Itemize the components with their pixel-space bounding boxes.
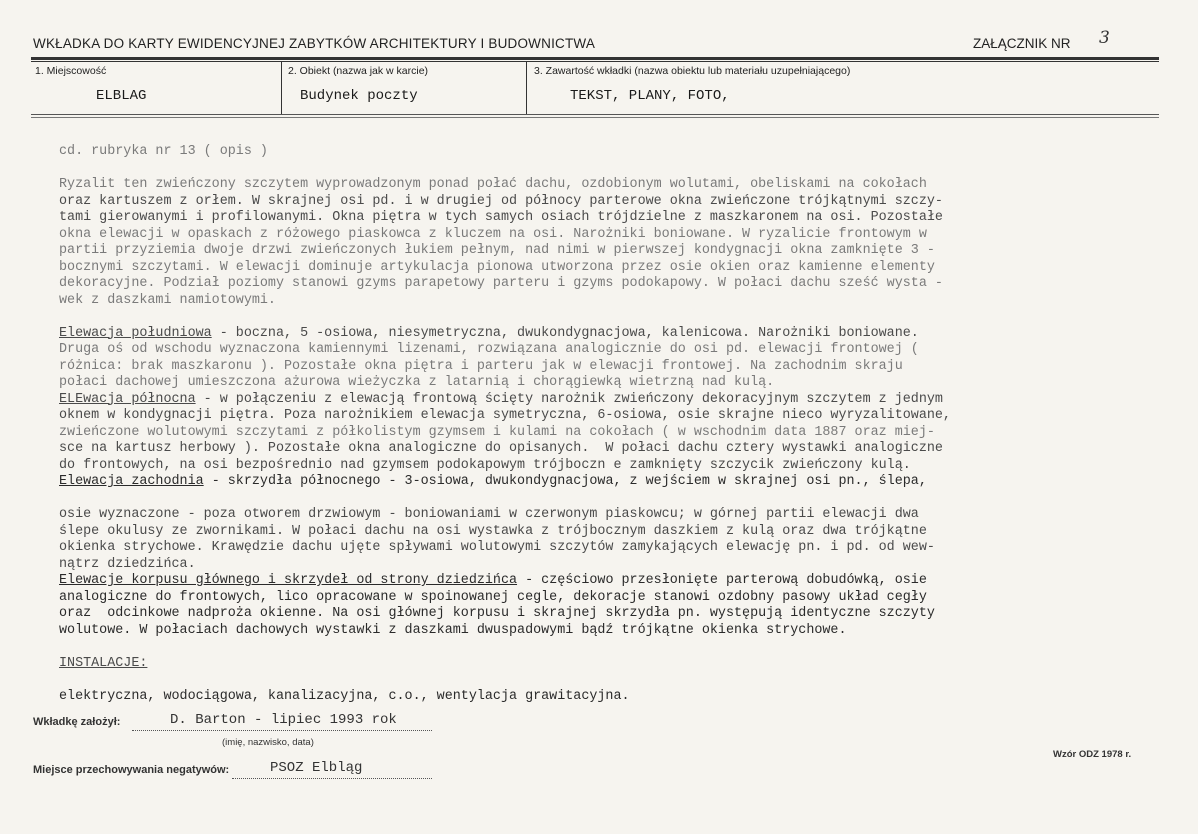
description-line: okna elewacji w opaskach z różowego piaskowca z kluczem na osi. Narożniki boniowane. W ryzalicie frontowym w — [59, 226, 927, 242]
description-line: wek z daszkami namiotowymi. — [59, 292, 276, 308]
compiled-by-hint: (imię, nazwisko, data) — [222, 737, 314, 748]
description-line: okienka strychowe. Krawędzie dachu ujęte spływami wolutowymi szczytów zamykających elewację pn. i pd. od wew- — [59, 540, 935, 555]
description-line: bocznymi szczytami. W elewacji dominuje artykulacja pionowa utworzona przez osie okien oraz kamienne elementy — [59, 259, 935, 275]
description-line: sce na kartusz herbowy ). Pozostałe okna analogiczne do opisanych. W połaci dachu cztery wystawki analogiczne — [59, 441, 943, 456]
form-title: WKŁADKA DO KARTY EWIDENCYJNEJ ZABYTKÓW ARCHITEKTURY I BUDOWNICTWA — [33, 36, 596, 51]
description-line: ELEwacja północna - w połączeniu z elewacją frontową ścięty narożnik zwieńczony dekoracyjnym szczytem z jednym — [59, 391, 943, 407]
description-line: osie wyznaczone - poza otworem drzwiowym - boniowaniami w czerwonym piaskowcu; w górnej partii elewacji dwa — [59, 507, 919, 522]
header-rule — [31, 57, 1159, 60]
description-line: Elewacja południowa - boczna, 5 -osiowa, niesymetryczna, dwukondygnacjowa, kalenicowa. Narożniki boniowane. — [59, 325, 919, 341]
negatives-label: Miejsce przechowywania negatywów: — [33, 764, 230, 776]
description-line: Ryzalit ten zwieńczony szczytem wyprowadzonym ponad połać dachu, ozdobionym wolutami, obeliskami na cokołach — [59, 177, 927, 192]
description-line: INSTALACJE: — [59, 655, 148, 671]
description-text — [59, 144, 1179, 705]
fields-bottom-rule-2 — [31, 117, 1159, 118]
description-line: tami gierowanymi i profilowanymi. Okna piętra w tych samych osiach trójdzielne z maszkaronem na osi. Pozostałe — [59, 210, 943, 225]
description-line: nątrz dziedzińca. — [59, 556, 196, 572]
object-label: 2. Obiekt (nazwa jak w karcie) — [288, 65, 429, 77]
description-line: wolutowe. W połaciach dachowych wystawki z daszkami dwuspadowymi bądź trójkątne okienka strychowe. — [59, 622, 847, 638]
description-line: zwieńczone wolutowymi szczytami z półkolistym gzymsem i kulami na cokołach ( w wschodnim data 1887 oraz miej- — [59, 424, 935, 440]
compiled-by-label: Wkładkę założył: — [33, 716, 121, 728]
annex-number: 3 — [1099, 28, 1110, 48]
negatives-value: PSOZ Elbląg — [270, 760, 363, 776]
negatives-line — [232, 778, 432, 779]
field-divider-2 — [526, 62, 527, 114]
description-line — [59, 491, 1179, 508]
description-line: do frontowych, na osi bezpośrednio nad gzymsem podokapowym trójboczn e zamknięty szczycik zwieńczony kulą. — [59, 457, 911, 473]
description-line: cd. rubryka nr 13 ( opis ) — [59, 144, 268, 159]
description-line: oknem w kondygnacji piętra. Poza narożnikiem elewacja symetryczna, 6-osiowa, osie skrajne nieco wyryzalitowane, — [59, 408, 951, 423]
description-line: partii przyziemia dwoje drzwi zwieńczonych łukiem pełnym, nad nimi w pierwszej kondygnacji okna zamknięte 3 - — [59, 243, 935, 258]
description-line — [59, 161, 1179, 178]
description-line: oraz kartuszem z orłem. W skrajnej osi pd. i w drugiej od północy parterowe okna zwieńczone trójkątnymi szczy- — [59, 193, 943, 209]
object-value: Budynek poczty — [300, 88, 418, 104]
form-code: Wzór ODZ 1978 r. — [1053, 749, 1132, 760]
locality-label: 1. Miejscowość — [35, 65, 107, 77]
compiled-by-value: D. Barton - lipiec 1993 rok — [170, 712, 397, 728]
description-line: Elewacje korpusu głównego i skrzydeł od strony dziedzińca - częściowo przesłonięte parterową dobudówką, osie — [59, 573, 927, 588]
description-line: Druga oś od wschodu wyznaczona kamiennymi lizenami, rozwiązana analogicznie do osi pd. elewacji frontowej ( — [59, 342, 919, 357]
description-line — [59, 672, 1179, 689]
contents-label: 3. Zawartość wkładki (nazwa obiektu lub materiału uzupełniającego) — [534, 65, 851, 77]
field-divider-1 — [281, 62, 282, 114]
description-line: elektryczna, wodociągowa, kanalizacyjna, c.o., wentylacja grawitacyjna. — [59, 688, 630, 704]
description-line: połaci dachowej umieszczona ażurowa wieżyczka z latarnią i chorągiewką wietrzną nad kulą. — [59, 375, 775, 390]
annex-label: ZAŁĄCZNIK NR — [973, 36, 1071, 51]
description-line — [59, 639, 1179, 656]
fields-bottom-rule — [31, 114, 1159, 115]
description-line: ślepe okulusy ze zwornikami. W połaci dachu na osi wystawka z trójbocznym daszkiem z kulą oraz dwa trójkątne — [59, 523, 927, 539]
compiled-by-line — [132, 730, 432, 731]
description-line: różnica: brak maszkaronu ). Pozostałe okna piętra i parteru jak w elewacji frontowej. Na zachodnim skraju — [59, 358, 903, 374]
description-line — [59, 309, 1179, 326]
description-line: analogiczne do frontowych, lico opracowane w spoinowanej cegle, dekoracje stanowi ozdobny pasowy układ cegły — [59, 589, 927, 605]
description-line: oraz odcinkowe nadproża okienne. Na osi głównej korpusu i skrajnej skrzydła pn. występują identyczne szczyty — [59, 606, 935, 621]
contents-value: TEKST, PLANY, FOTO, — [570, 88, 730, 104]
header-rule-thin — [31, 61, 1159, 62]
locality-value: ELBLAG — [96, 88, 147, 104]
description-line: dekoracyjne. Podział poziomy stanowi gzyms parapetowy parteru i gzyms podokapowy. W połaci dachu sześć wysta - — [59, 276, 943, 291]
description-line: Elewacja zachodnia - skrzydła północnego - 3-osiowa, dwukondygnacjowa, z wejściem w skrajnej osi pn., ślepa, — [59, 474, 927, 489]
